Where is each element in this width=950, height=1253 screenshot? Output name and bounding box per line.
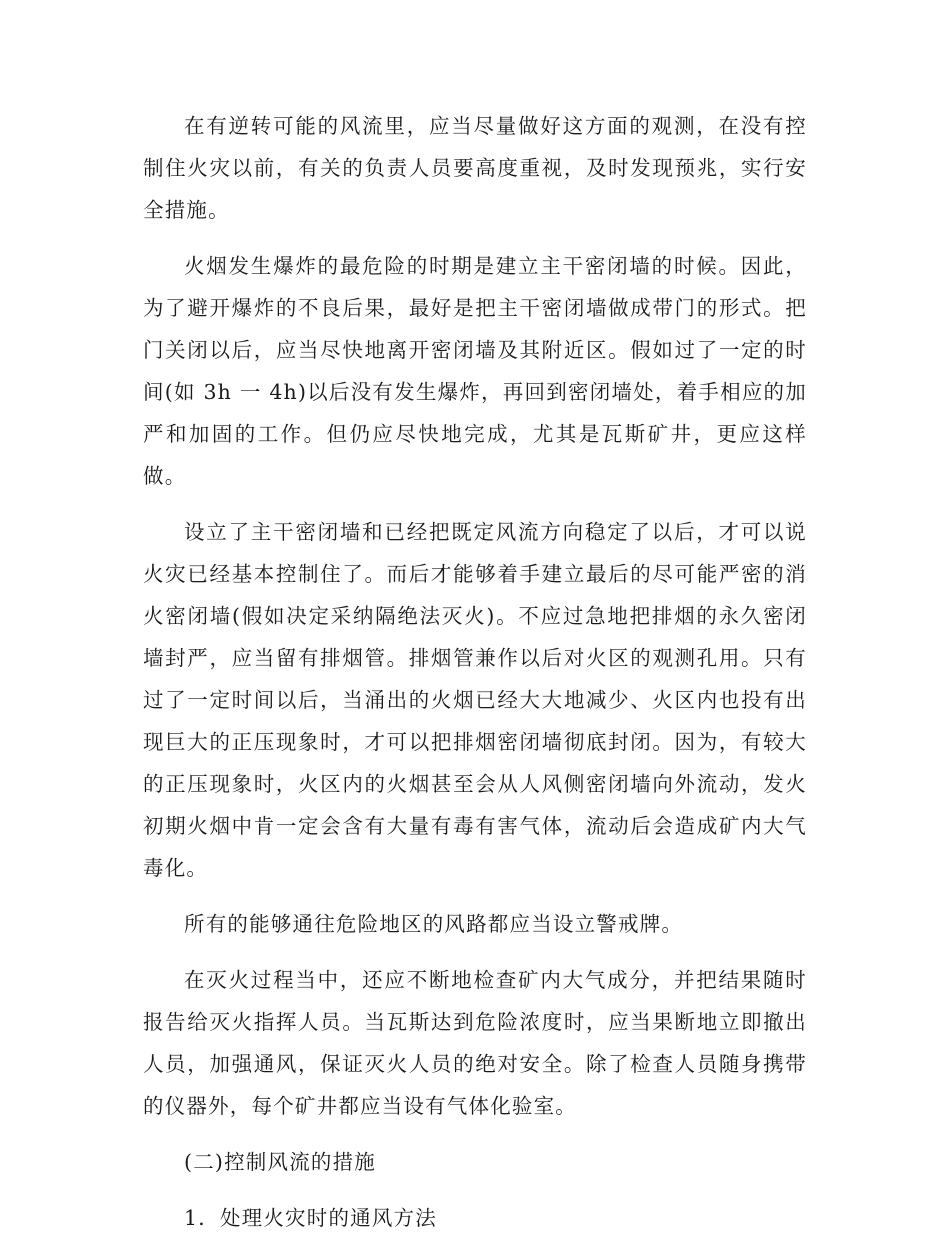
paragraph-explosion-risk: 火烟发生爆炸的最危险的时期是建立主干密闭墙的时候。因此，为了避开爆炸的不良后果，最好是把主干密闭墙做成带门的形式。把门关闭以后，应当尽快地离开密闭墙及其附近区。假如过了一定的时间(如 3h 一 4h)以后没有发生爆炸，再回到密闭墙处，着手相应的加严和加固的工作。但仍应尽快地完成，尤其是瓦斯矿井，更应这样做。 [143,254,807,488]
section-heading: (二)控制风流的措施 [184,1150,376,1174]
paragraph-observation: 在有逆转可能的风流里，应当尽量做好这方面的观测，在没有控制住火灾以前，有关的负责人员要高度重视，及时发现预兆，实行安全措施。 [143,114,807,222]
paragraph-fire-control: 设立了主干密闭墙和已经把既定风流方向稳定了以后，才可以说火灾已经基本控制住了。而后才能够着手建立最后的尽可能严密的消火密闭墙(假如决定采纳隔绝法灭火)。不应过急地把排烟的永久密闭墙封严，应当留有排烟管。排烟管兼作以后对火区的观测孔用。只有过了一定时间以后，当涌出的火烟已经大大地减少、火区内也投有出现巨大的正压现象时，才可以把排烟密闭墙彻底封闭。因为，有较大的正压现象时，火区内的火烟甚至会从人风侧密闭墙向外流动，发火初期火烟中肯一定会含有大量有毒有害气体，流动后会造成矿内大气毒化。 [143,520,807,880]
document-body [143,105,807,1253]
paragraph-gas-check: 在灭火过程当中，还应不断地检查矿内大气成分，并把结果随时报告给灭火指挥人员。当瓦斯达到危险浓度时，应当果断地立即撤出人员，加强通风，保证灭火人员的绝对安全。除了检查人员随身携带的仪器外，每个矿井都应当设有气体化验室。 [143,968,807,1118]
paragraph-warning-signs: 所有的能够通往危险地区的风路都应当设立警戒牌。 [184,912,684,936]
subsection-heading: 1．处理火灾时的通风方法 [184,1206,437,1230]
